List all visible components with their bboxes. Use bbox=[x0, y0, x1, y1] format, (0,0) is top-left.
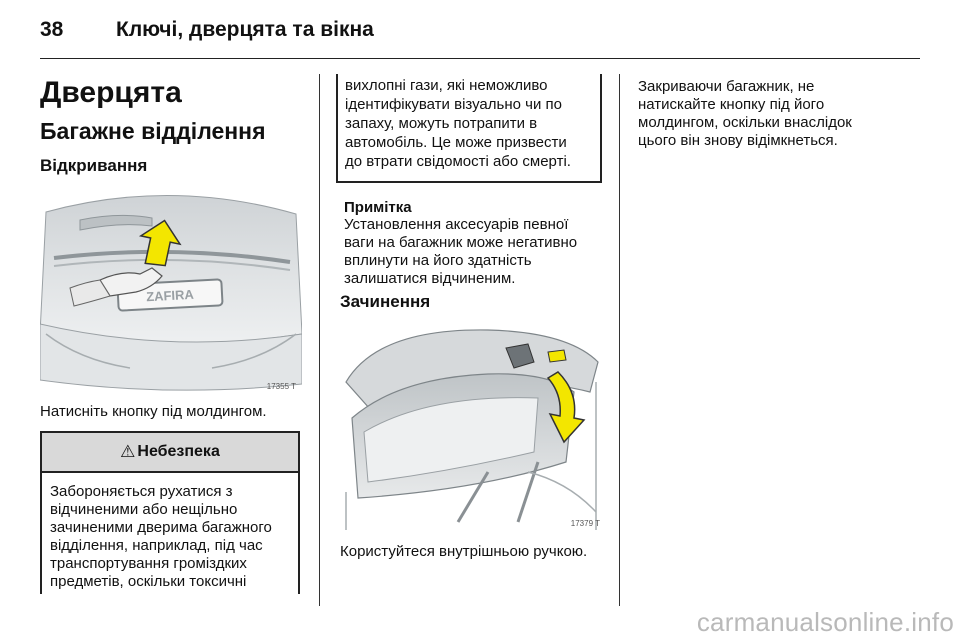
opening-heading: Відкривання bbox=[40, 156, 148, 175]
column-divider-1 bbox=[319, 74, 320, 606]
closing-line: молдингом, оскільки внаслідок bbox=[638, 114, 852, 131]
page-number: 38 bbox=[40, 18, 64, 41]
danger-line: предметів, оскільки токсичні bbox=[50, 573, 247, 590]
warning-triangle-icon: ⚠ bbox=[120, 442, 136, 461]
closing-caption: Користуйтеся внутрішньою ручкою. bbox=[340, 543, 588, 560]
figure-badge: ZAFIRA bbox=[145, 286, 195, 305]
note-line: залишатися відчиненим. bbox=[344, 270, 516, 287]
danger-line: транспортування громіздких bbox=[50, 555, 247, 572]
danger-header bbox=[42, 433, 298, 473]
danger-line: відчиненими або нещільно bbox=[50, 501, 238, 518]
section-subtitle: Багажне відділення bbox=[40, 118, 266, 144]
danger-line: зачиненими дверима багажного bbox=[50, 519, 272, 536]
closing-text bbox=[638, 78, 918, 150]
danger-box-continued bbox=[336, 74, 602, 183]
danger-text bbox=[42, 473, 298, 591]
chapter-title: Ключі, дверцята та вікна bbox=[116, 18, 374, 41]
column-divider-2 bbox=[619, 74, 620, 606]
tailgate-open-illustration bbox=[40, 184, 302, 394]
note-line: Установлення аксесуарів певної bbox=[344, 216, 569, 233]
figure-code-2: 17379 T bbox=[570, 519, 600, 528]
note-block bbox=[344, 199, 614, 288]
figure-code-1: 17355 T bbox=[266, 382, 296, 391]
closing-heading: Зачинення bbox=[340, 292, 431, 311]
closing-line: Закриваючи багажник, не bbox=[638, 78, 815, 95]
header-rule bbox=[40, 58, 920, 59]
section-title: Дверцята bbox=[40, 76, 182, 109]
closing-line: цього він знову відімкнеться. bbox=[638, 132, 838, 149]
note-line: ваги на багажник може негативно bbox=[344, 234, 578, 251]
danger-line: Забороняється рухатися з bbox=[50, 483, 233, 500]
note-line: вплинути на його здатність bbox=[344, 252, 532, 269]
watermark: carmanualsonline.info bbox=[696, 607, 954, 637]
danger-line: вихлопні гази, які неможливо bbox=[345, 77, 548, 94]
danger-line: до втрати свідомості або смерті. bbox=[345, 153, 571, 170]
danger-line: ідентифікувати візуально чи по bbox=[345, 96, 562, 113]
opening-caption: Натисніть кнопку під молдингом. bbox=[40, 403, 267, 420]
danger-title: Небезпека bbox=[137, 443, 220, 460]
note-title: Примітка bbox=[344, 199, 412, 216]
closing-line: натискайте кнопку під його bbox=[638, 96, 825, 113]
danger-line: запаху, можуть потрапити в bbox=[345, 115, 538, 132]
danger-line: відділення, наприклад, під час bbox=[50, 537, 263, 554]
danger-box bbox=[40, 431, 300, 594]
tailgate-close-illustration bbox=[338, 322, 604, 530]
danger-line: автомобіль. Це може призвести bbox=[345, 134, 567, 151]
